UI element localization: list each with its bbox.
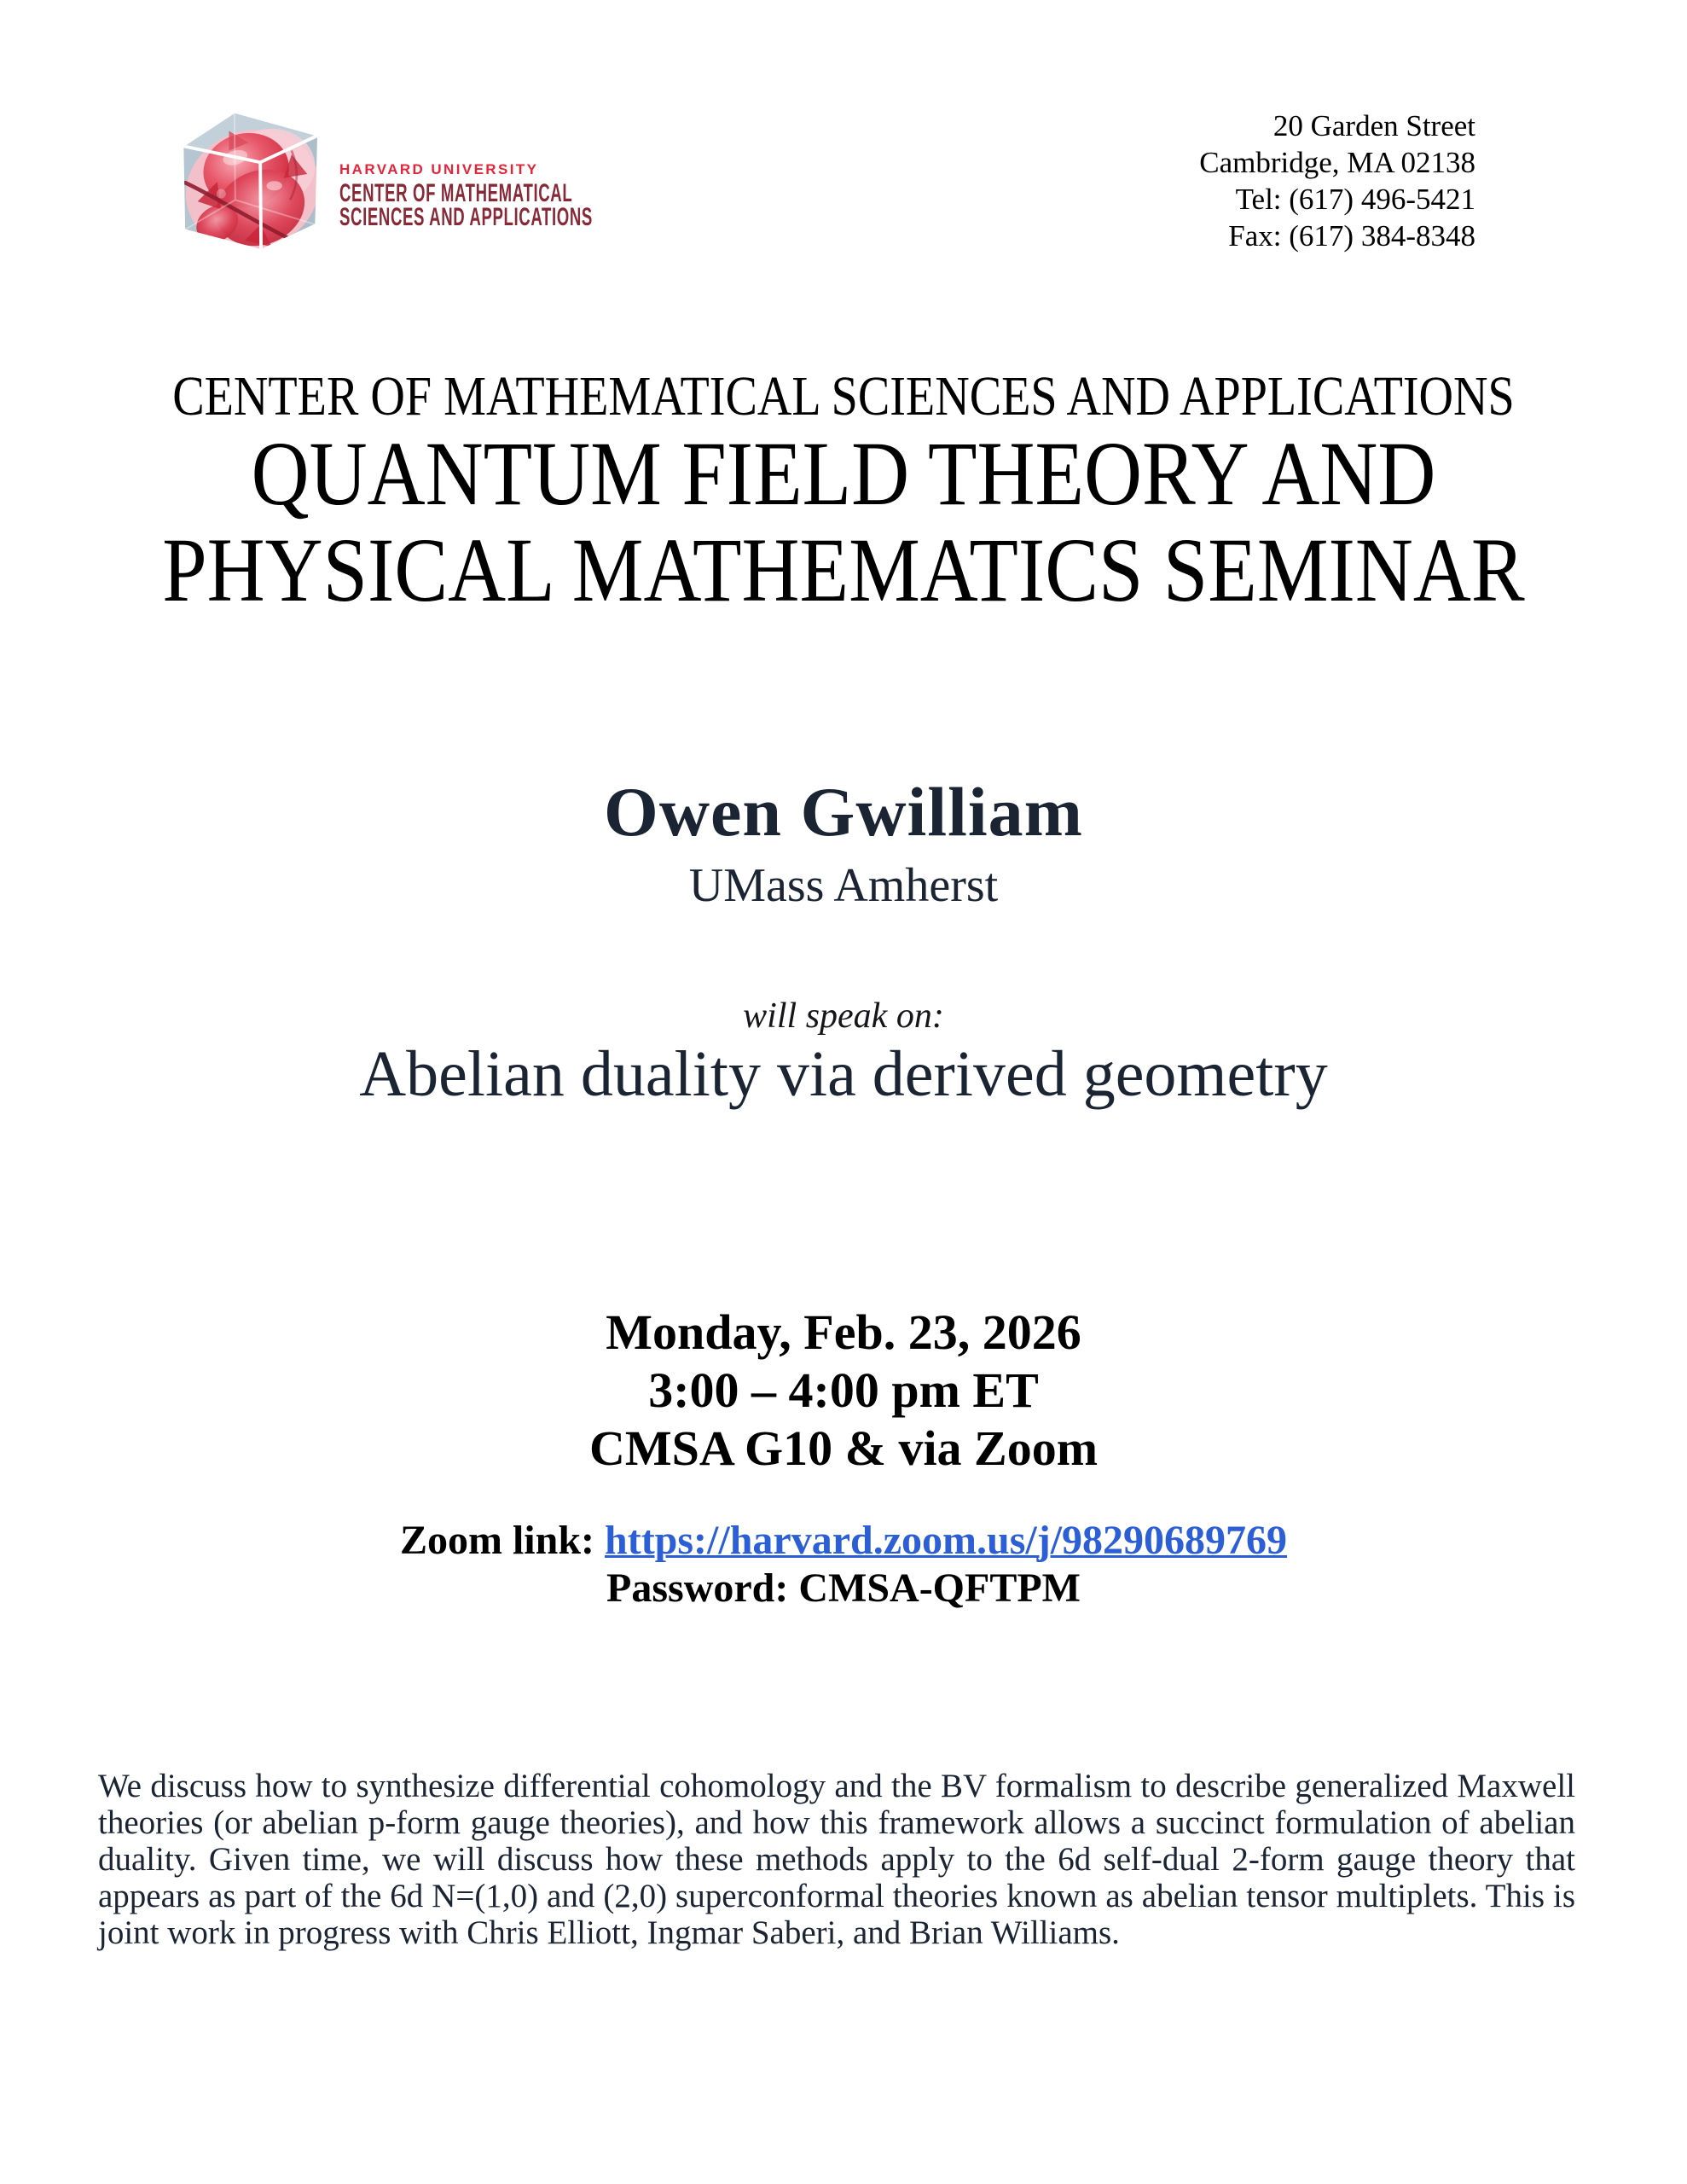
speaker-name: Owen Gwilliam <box>604 773 1083 851</box>
address-fax: Fax: (617) 384-8348 <box>1228 219 1475 253</box>
event-details <box>0 1304 1687 1478</box>
address-tel: Tel: (617) 496-5421 <box>1235 183 1475 216</box>
abstract-paragraph: We discuss how to synthesize differential cohomology and the BV formalism to describe generalized Maxwell theories (or abelian p-form gauge theories), and how this framework allows a succinct formulation of abelian duality. Given time, we will discuss how these methods apply to the 6d self-dual 2-form gauge theory that appears as part of the 6d N=(1,0) and (2,0) superconformal theories known as abelian tensor multiplets. This is joint work in progress with Chris Elliott, Ingmar Saberi, and Brian Williams. <box>98 1768 1575 1951</box>
zoom-link-label: Zoom link: <box>399 1518 595 1563</box>
center-name-heading: CENTER OF MATHEMATICAL SCIENCES AND APPLICATIONS <box>172 365 1515 427</box>
brand-line-center-of-mathematical: CENTER OF MATHEMATICAL <box>339 179 573 207</box>
speaker-affiliation: UMass Amherst <box>688 859 999 912</box>
address-street: 20 Garden Street <box>1272 109 1475 142</box>
address-block <box>1199 107 1475 254</box>
speaker-block <box>0 773 1687 912</box>
event-date: Monday, Feb. 23, 2026 <box>606 1304 1081 1360</box>
event-time: 3:00 – 4:00 pm ET <box>648 1362 1039 1418</box>
talk-title: Abelian duality via derived geometry <box>359 1038 1328 1110</box>
brand-line-sciences-applications: SCIENCES AND APPLICATIONS <box>339 203 593 231</box>
zoom-link-line <box>0 1517 1687 1565</box>
brand-harvard-university: HARVARD UNIVERSITY <box>339 161 539 177</box>
cmsa-logo-cube-icon <box>174 107 331 270</box>
lead-in-text: will speak on: <box>743 996 944 1036</box>
brand-center-lines <box>339 179 593 231</box>
address-city: Cambridge, MA 02138 <box>1199 146 1475 179</box>
seminar-title-line2: PHYSICAL MATHEMATICS SEMINAR <box>162 520 1525 621</box>
zoom-password-label: Password: <box>606 1565 789 1611</box>
seminar-title-line1: QUANTUM FIELD THEORY AND <box>251 424 1436 525</box>
zoom-info-block <box>0 1517 1687 1612</box>
zoom-link[interactable]: https://harvard.zoom.us/j/98290689769 <box>605 1518 1288 1563</box>
event-location: CMSA G10 & via Zoom <box>588 1420 1099 1476</box>
zoom-password-line <box>0 1565 1687 1612</box>
seminar-title <box>101 424 1586 621</box>
zoom-password-value: CMSA-QFTPM <box>798 1565 1081 1611</box>
cmsa-wordmark <box>339 162 748 229</box>
